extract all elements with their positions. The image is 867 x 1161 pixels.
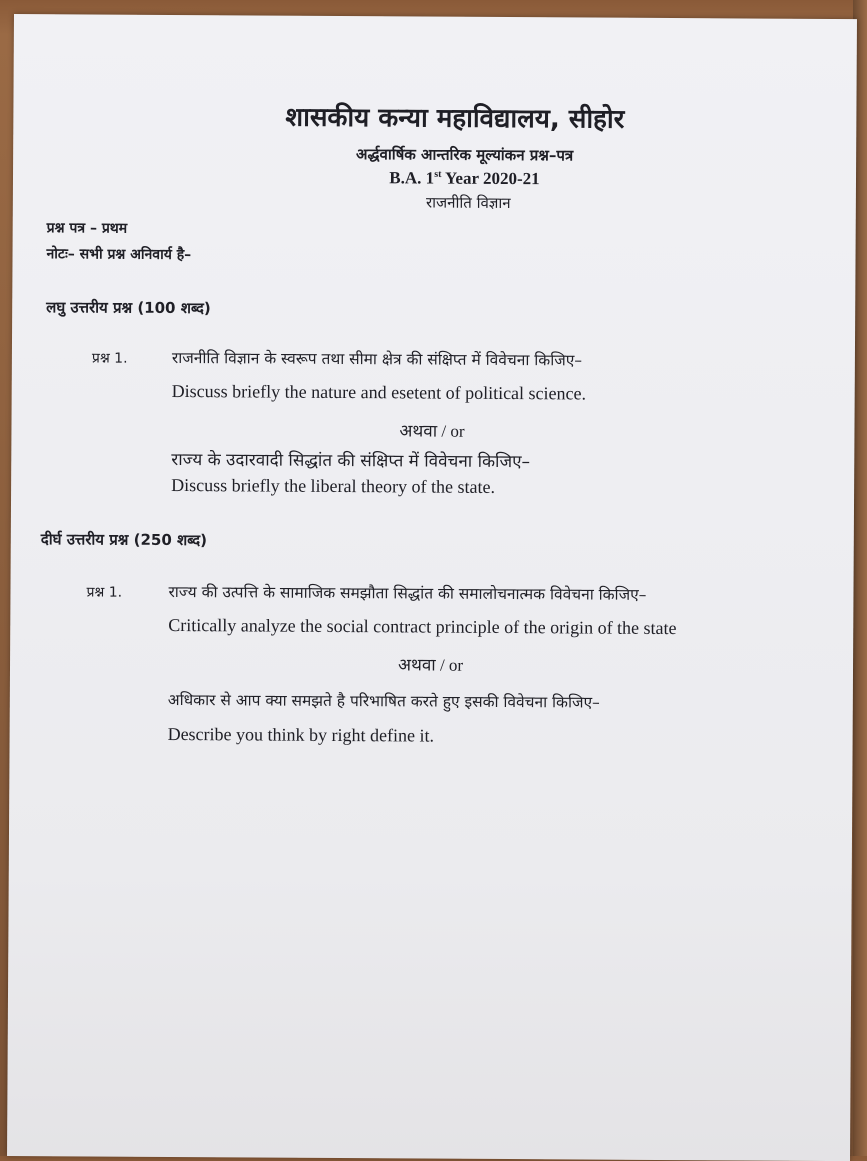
- long-question-english: Critically analyze the social contract principle of the origin of the state: [168, 614, 677, 639]
- paper-label: प्रश्न पत्र – प्रथम: [46, 220, 128, 237]
- long-or-separator: अथवा / or: [397, 655, 464, 675]
- short-question-hindi: राजनीति विज्ञान के स्वरूप तथा सीमा क्षेत्र की संक्षिप्त में विवेचना किजिए–: [171, 348, 583, 370]
- short-question-number: प्रश्न 1.: [91, 350, 128, 367]
- short-alternate-english: Discuss briefly the liberal theory of the state.: [171, 474, 496, 497]
- long-question-hindi: राज्य की उत्पत्ति के सामाजिक समझौता सिद्धांत की समालोचनात्मक विवेचना किजिए–: [168, 582, 647, 604]
- exam-paper-sheet: [7, 14, 857, 1161]
- college-title: शासकीय कन्या महाविद्यालय, सीहोर: [285, 102, 625, 135]
- course-suffix: Year 2020-21: [441, 168, 540, 189]
- course-prefix: B.A. 1: [389, 168, 435, 188]
- long-answer-heading: दीर्घ उत्तरीय प्रश्न (250 शब्द): [40, 530, 208, 550]
- course-superscript: st: [434, 168, 442, 180]
- exam-title: अर्द्धवार्षिक आन्तरिक मूल्यांकन प्रश्न–पत्र: [356, 145, 574, 165]
- short-question-english: Discuss briefly the nature and esetent of political science.: [171, 380, 587, 404]
- short-answer-heading: लघु उत्तरीय प्रश्न (100 शब्द): [46, 298, 211, 318]
- subject-title: राजनीति विज्ञान: [425, 193, 511, 213]
- course-line: [13, 166, 867, 191]
- note-label: नोटः– सभी प्रश्न अनिवार्य है–: [46, 246, 192, 264]
- long-question-number: प्रश्न 1.: [86, 584, 123, 601]
- long-alternate-hindi: अधिकार से आप क्या समझते है परिभाषित करते हुए इसकी विवेचना किजिए–: [167, 690, 600, 712]
- short-or-separator: अथवा / or: [399, 421, 465, 441]
- long-alternate-english: Describe you think by right define it.: [167, 723, 435, 746]
- short-alternate-hindi: राज्य के उदारवादी सिद्धांत की संक्षिप्त में विवेचना किजिए–: [171, 449, 531, 473]
